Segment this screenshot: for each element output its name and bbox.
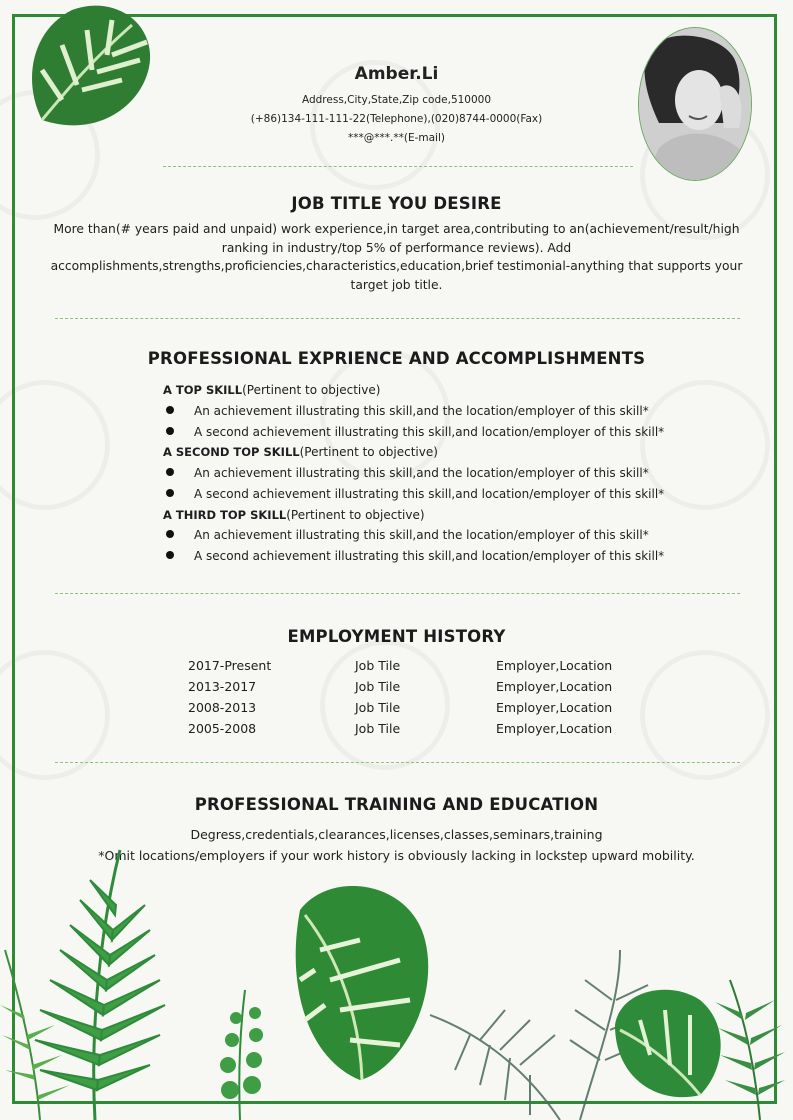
employment-job: Job Tile — [355, 700, 401, 715]
email-line: ***@***.**(E-mail) — [348, 132, 445, 144]
list-item: A second achievement illustrating this skill,and location/employer of this skill* — [163, 425, 664, 439]
objective-heading: JOB TITLE YOU DESIRE — [291, 194, 502, 213]
address-line: Address,City,State,Zip code,510000 — [301, 94, 492, 106]
employment-years: 2017-Present — [188, 658, 272, 673]
employment-employer: Employer,Location — [496, 700, 613, 715]
education-line: Degress,credentials,clearances,licenses,classes,seminars,training — [190, 827, 603, 842]
experience-heading: PROFESSIONAL EXPRIENCE AND ACCOMPLISHMENTS — [147, 349, 646, 368]
divider — [55, 762, 740, 763]
list-item: A second achievement illustrating this skill,and location/employer of this skill* — [163, 487, 664, 501]
objective-summary: More than(# years paid and unpaid) work experience,in target area,contributing to an(achievement/result/high ranking in industry/top 5% of performance reviews). Add accomplishments,strengths,proficiencies,characteristics,education,brief testimonial-anything that supports your target job title. — [50, 222, 743, 292]
phone-line: (+86)134-111-111-22(Telephone),(020)8744-0000(Fax) — [250, 113, 543, 125]
divider — [55, 318, 740, 319]
portrait-icon — [639, 28, 751, 180]
skill-heading: A SECOND TOP SKILL(Pertinent to objective) — [163, 445, 438, 459]
list-item: An achievement illustrating this skill,and the location/employer of this skill* — [163, 466, 649, 480]
skill-heading: A THIRD TOP SKILL(Pertinent to objective) — [163, 508, 425, 522]
employment-job: Job Tile — [355, 658, 401, 673]
divider — [163, 166, 633, 167]
education-heading: PROFESSIONAL TRAINING AND EDUCATION — [194, 795, 599, 814]
employment-employer: Employer,Location — [496, 658, 613, 673]
employment-years: 2008-2013 — [188, 700, 257, 715]
employment-job: Job Tile — [355, 679, 401, 694]
list-item: A second achievement illustrating this skill,and location/employer of this skill* — [163, 549, 664, 563]
foliage-bottom-icon — [0, 830, 793, 1120]
employment-employer: Employer,Location — [496, 679, 613, 694]
employment-job: Job Tile — [355, 721, 401, 736]
list-item: An achievement illustrating this skill,and the location/employer of this skill* — [163, 528, 649, 542]
skill-heading: A TOP SKILL(Pertinent to objective) — [163, 383, 381, 397]
employment-heading: EMPLOYMENT HISTORY — [287, 627, 506, 646]
list-item: An achievement illustrating this skill,and the location/employer of this skill* — [163, 404, 649, 418]
divider — [55, 593, 740, 594]
education-note: *Omit locations/employers if your work history is obviously lacking in lockstep upward mobility. — [98, 848, 695, 863]
candidate-name: Amber.Li — [354, 64, 439, 84]
employment-years: 2005-2008 — [188, 721, 257, 736]
employment-employer: Employer,Location — [496, 721, 613, 736]
employment-years: 2013-2017 — [188, 679, 257, 694]
profile-photo — [638, 27, 752, 181]
